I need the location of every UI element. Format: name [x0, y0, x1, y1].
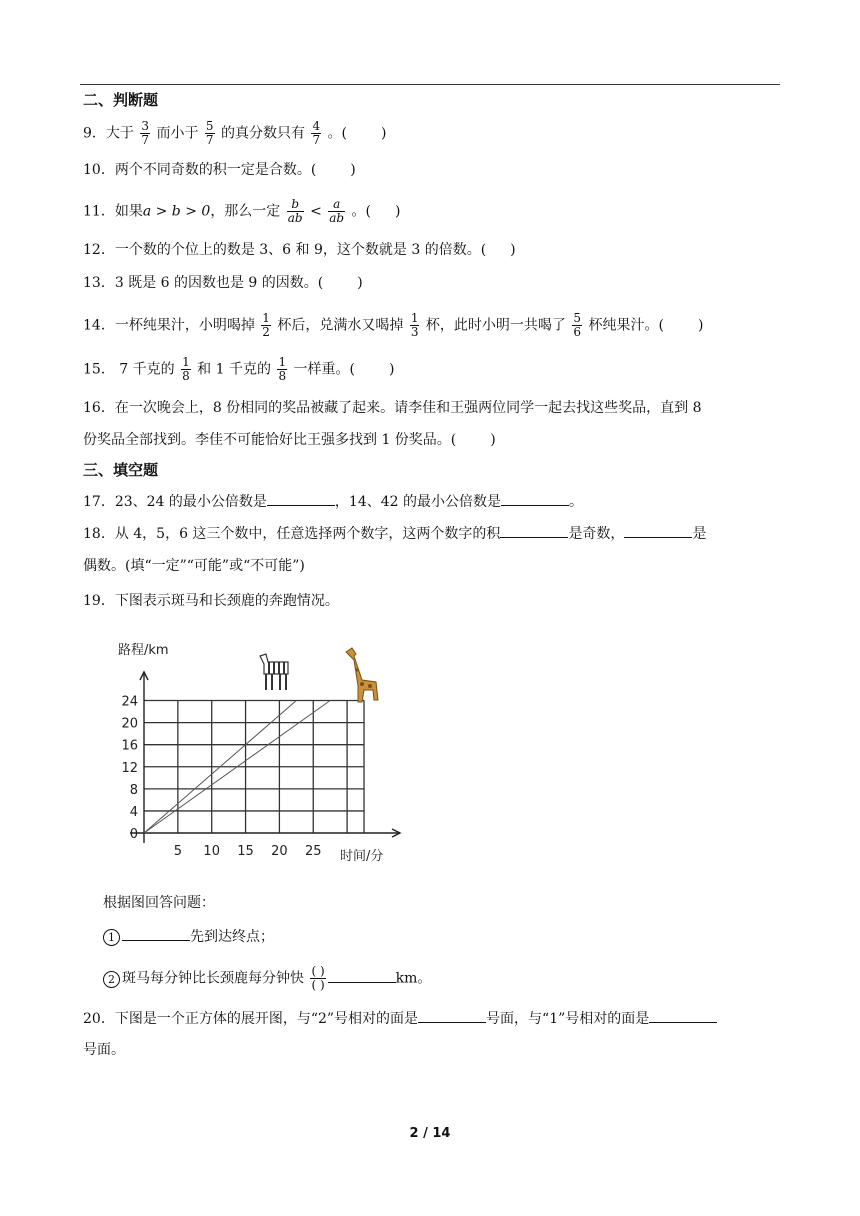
y-tick-label: 12	[121, 760, 138, 776]
question-13: 13．3 既是 6 的因数也是 9 的因数。( )	[83, 275, 363, 291]
y-tick-label: 4	[129, 804, 138, 820]
x-tick-label: 25	[304, 844, 322, 859]
question-16-line1: 16．在一次晚会上，8 份相同的奖品被藏了起来。请李佳和王强两位同学一起去找这些奖品，直到 8	[83, 400, 702, 416]
answer-blank[interactable]	[501, 491, 569, 506]
fraction: $\frac{a}{ab}$	[329, 197, 345, 225]
y-tick-label: 0	[129, 827, 138, 842]
question-20-line2: 号面。	[83, 1042, 125, 1058]
fraction: $\frac{1}{2}$	[262, 311, 270, 339]
fraction: $\frac{1}{8}$	[182, 355, 190, 383]
question-12: 12．一个数的个位上的数是 3、6 和 9，这个数就是 3 的倍数。( )	[83, 242, 516, 258]
distance-time-chart	[100, 632, 420, 872]
fraction: $\frac{1}{8}$	[278, 355, 287, 383]
giraffe-icon	[346, 648, 378, 702]
x-axis-label: 时间/分	[340, 849, 384, 864]
answer-blank[interactable]	[624, 523, 692, 538]
answer-blank[interactable]	[649, 1008, 717, 1023]
question-14: 14．一杯纯果汁，小明喝掉 $\frac{1}{2}$ 杯后，兑满水又喝掉 $\frac{1}{3}$ 杯，此时小明一共喝了 $\frac{5}{6}$ 杯纯果汁。( )	[83, 311, 704, 339]
x-tick-label: 15	[237, 844, 254, 859]
question-16-line2: 份奖品全部找到。李佳不可能恰好比王强多找到 1 份奖品。( )	[83, 432, 496, 448]
question-20: 20．下图是一个正方体的展开图，与“2”号相对的面是 号面，与“1”号相对的面是	[83, 1008, 717, 1029]
x-tick-label: 5	[173, 844, 182, 859]
answer-blank[interactable]	[500, 523, 568, 538]
y-tick-label: 16	[121, 738, 138, 754]
fraction: $\frac{1}{3}$	[410, 311, 419, 339]
fraction: ( ) ( )	[311, 964, 325, 992]
y-tick-label: 8	[129, 782, 138, 798]
question-19-sub2: 2 斑马每分钟比长颈鹿每分钟快 ( ) ( ) km。	[103, 965, 431, 992]
question-18-line2: 偶数。(填“一定”“可能”或“不可能”)	[83, 558, 305, 574]
zebra-icon	[260, 654, 288, 690]
y-axis-label: 路程/km	[118, 643, 169, 658]
answer-blank[interactable]	[122, 926, 190, 941]
fraction: $\frac{5}{6}$	[573, 311, 582, 339]
question-15: 15． 7 千克的 $\frac{1}{8}$ 和 1 千克的 $\frac{1}{8}$ 一样重。( )	[83, 355, 395, 383]
y-tick-label: 24	[121, 694, 138, 710]
answer-blank[interactable]	[267, 491, 335, 506]
question-19-prompt: 根据图回答问题：	[103, 895, 215, 911]
header-rule	[80, 84, 780, 85]
answer-blank[interactable]	[328, 968, 396, 983]
question-10: 10．两个不同奇数的积一定是合数。( )	[83, 162, 356, 178]
question-18: 18．从 4，5，6 这三个数中，任意选择两个数字，这两个数字的积 是奇数， 是	[83, 523, 706, 544]
question-9: 9．大于 $\frac{3}{7}$ 而小于 $\frac{5}{7}$ 的真分数只有 $\frac{4}{7}$ 。( )	[83, 119, 387, 147]
x-tick-label: 20	[271, 844, 288, 859]
answer-blank[interactable]	[418, 1008, 486, 1023]
fraction: $\frac{3}{7}$	[141, 119, 150, 147]
section-title: 三、填空题	[83, 461, 159, 479]
fraction: $\frac{5}{7}$	[205, 119, 214, 147]
question-11: 11．如果a > b > 0，那么一定 $\frac{b}{ab}$ < $\frac{a}{ab}$ 。( )	[83, 197, 401, 225]
question-19-sub1: 1 先到达终点；	[103, 926, 274, 947]
question-17: 17．23、24 的最小公倍数是 ，14、42 的最小公倍数是 。	[83, 491, 583, 512]
fraction: $\frac{4}{7}$	[312, 119, 321, 147]
section-title: 二、判断题	[83, 91, 159, 109]
page-number: 2 / 14	[409, 1126, 451, 1141]
fraction: $\frac{b}{ab}$	[287, 197, 303, 225]
chart-tick-labels	[121, 695, 321, 859]
question-19: 19．下图表示斑马和长颈鹿的奔跑情况。	[83, 593, 339, 609]
y-tick-label: 20	[121, 716, 138, 732]
x-tick-label: 10	[203, 844, 220, 859]
chart-grid	[144, 701, 364, 833]
